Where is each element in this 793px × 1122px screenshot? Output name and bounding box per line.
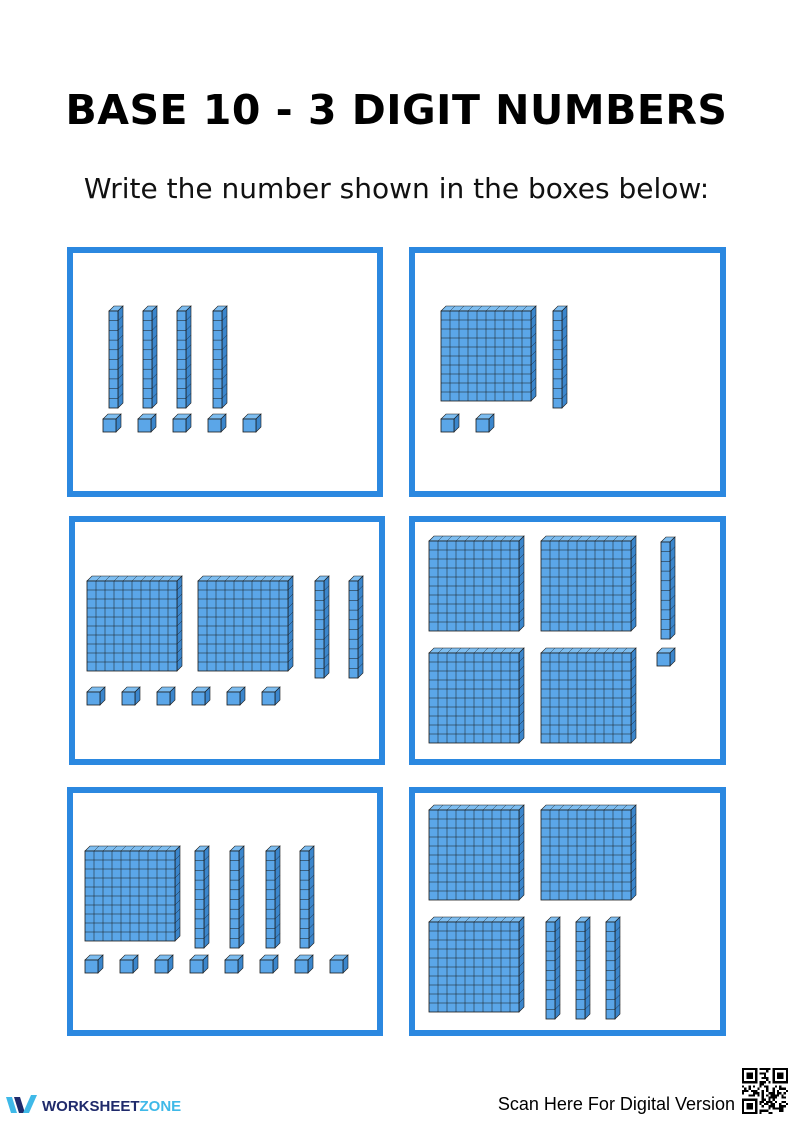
hundred-flat xyxy=(198,576,293,671)
ten-rod xyxy=(195,846,209,948)
scan-instruction: Scan Here For Digital Version xyxy=(497,1094,735,1114)
exercise-box-4 xyxy=(409,516,726,765)
one-cube xyxy=(476,414,494,432)
exercise-box-2 xyxy=(409,247,726,497)
one-cube xyxy=(208,414,226,432)
brand-logo[interactable] xyxy=(6,1092,181,1120)
one-cube xyxy=(87,687,105,705)
brand-word-worksheet: WORKSHEET xyxy=(42,1097,140,1115)
hundred-flat xyxy=(85,846,180,941)
base-ten-blocks xyxy=(73,793,389,1042)
ten-rod xyxy=(213,306,227,408)
hundred-flat xyxy=(87,576,182,671)
one-cube xyxy=(192,687,210,705)
one-cube xyxy=(157,687,175,705)
qr-code-icon[interactable] xyxy=(742,1068,788,1114)
hundred-flat xyxy=(429,917,524,1012)
one-cube xyxy=(138,414,156,432)
hundred-flat xyxy=(429,536,524,631)
ten-rod xyxy=(143,306,157,408)
one-cube xyxy=(190,955,208,973)
ten-rod xyxy=(230,846,244,948)
one-cube xyxy=(173,414,191,432)
one-cube xyxy=(120,955,138,973)
hundred-flat xyxy=(541,536,636,631)
one-cube xyxy=(85,955,103,973)
hundred-flat xyxy=(429,648,524,743)
ten-rod xyxy=(349,576,363,678)
exercise-box-6 xyxy=(409,787,726,1036)
ten-rod xyxy=(109,306,123,408)
one-cube xyxy=(122,687,140,705)
ten-rod xyxy=(300,846,314,948)
one-cube xyxy=(441,414,459,432)
hundred-flat xyxy=(441,306,536,401)
exercise-box-1 xyxy=(67,247,383,497)
ten-rod xyxy=(661,537,675,639)
ten-rod xyxy=(177,306,191,408)
base-ten-blocks xyxy=(415,522,732,771)
one-cube xyxy=(103,414,121,432)
page-title: BASE 10 - 3 DIGIT NUMBERS xyxy=(65,86,728,134)
one-cube xyxy=(260,955,278,973)
ten-rod xyxy=(553,306,567,408)
brand-word-zone: ZONE xyxy=(139,1097,182,1115)
exercise-box-3 xyxy=(69,516,385,765)
base-ten-blocks xyxy=(415,793,732,1042)
instructions: Write the number shown in the boxes below: xyxy=(83,172,710,205)
one-cube xyxy=(227,687,245,705)
one-cube xyxy=(155,955,173,973)
worksheet-zone-logo-icon xyxy=(6,1095,38,1117)
ten-rod xyxy=(266,846,280,948)
one-cube xyxy=(295,955,313,973)
one-cube xyxy=(225,955,243,973)
exercise-box-5 xyxy=(67,787,383,1036)
hundred-flat xyxy=(429,805,524,900)
brand-name xyxy=(42,1098,181,1115)
hundred-flat xyxy=(541,648,636,743)
ten-rod xyxy=(546,917,560,1019)
base-ten-blocks xyxy=(73,253,389,503)
one-cube xyxy=(243,414,261,432)
one-cube xyxy=(262,687,280,705)
ten-rod xyxy=(315,576,329,678)
ten-rod xyxy=(576,917,590,1019)
ten-rod xyxy=(606,917,620,1019)
base-ten-blocks xyxy=(75,522,391,771)
one-cube xyxy=(330,955,348,973)
one-cube xyxy=(657,648,675,666)
hundred-flat xyxy=(541,805,636,900)
base-ten-blocks xyxy=(415,253,732,503)
